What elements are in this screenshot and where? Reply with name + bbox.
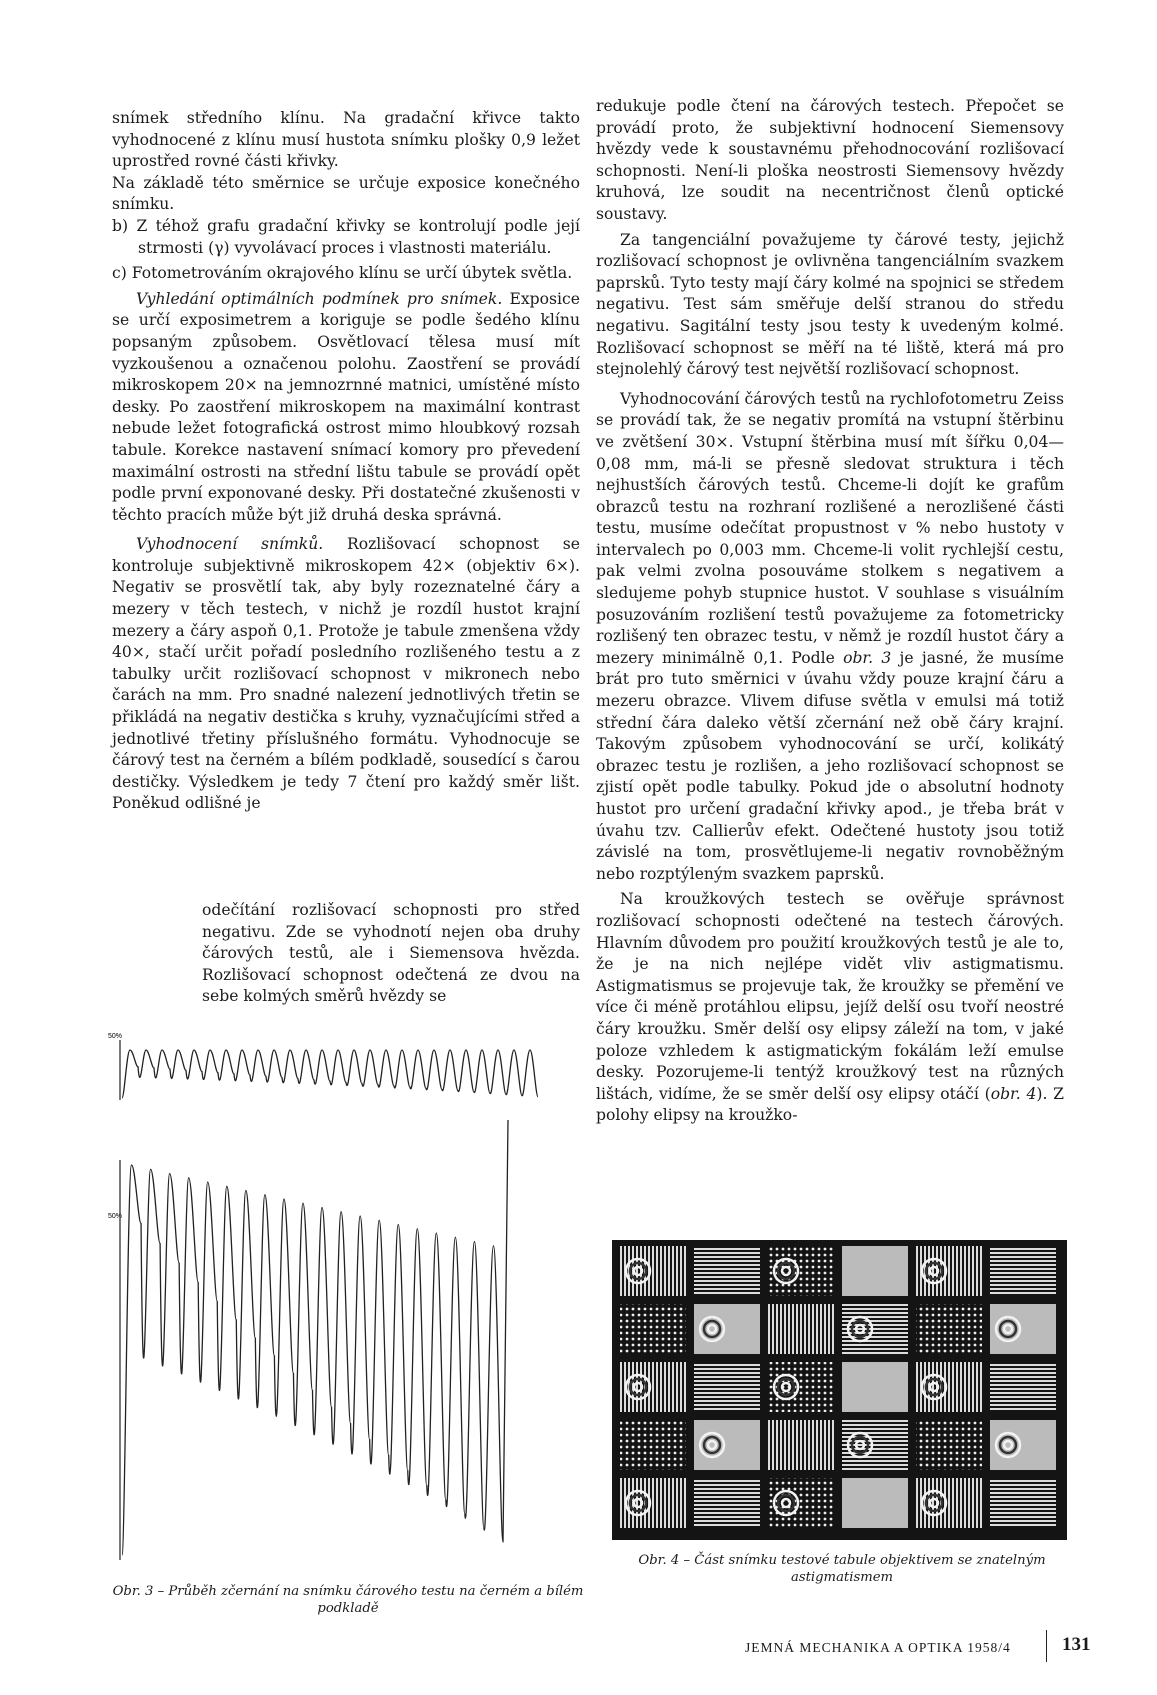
left-column — [112, 108, 580, 815]
test-tile — [620, 1420, 686, 1470]
trace-1-curve — [122, 1050, 538, 1098]
section-evaluation — [112, 534, 580, 815]
left-column-continuation — [202, 900, 580, 1008]
list-marker: b) — [112, 216, 129, 235]
list-marker: c) — [112, 264, 127, 283]
page-number: 131 — [1062, 1634, 1091, 1655]
left-paragraph-2: Na základě této směrnice se určuje exposice konečného snímku. — [112, 173, 580, 214]
test-tile — [694, 1478, 760, 1528]
right-paragraph-2: Za tangenciální považujeme ty čárové testy, jejichž rozlišovací schopnost je ovlivněna tangenciálním svazkem paprsků. Tyto testy mají čáry kolmé na spojnici se středem negativu. Test sám směřuje delší stranou do středu negativu. Sagitální testy jsou testy k uvedeným kolmé. Rozlišovací schopnost se měří na té liště, která má pro stejnolehlý čárový test největší rozlišovací schopnost. — [596, 230, 1064, 379]
trace-2-curve — [122, 1120, 508, 1555]
test-tile — [768, 1420, 834, 1470]
figure-reference: obr. 3 — [843, 648, 892, 667]
text-run: ). Z polohy elipsy na kroužko- — [596, 1084, 1064, 1125]
list-item-c — [112, 263, 580, 285]
left-paragraph-1: snímek středního klínu. Na gradační křivce takto vyhodnocené z klínu musí hustota snímku plošky 0,9 ležet uprostřed rovné části křivky. — [112, 109, 580, 171]
text-run: Vyhodnocování čárových testů na rychlofotometru Zeiss se provádí tak, že se negativ promítá na vstupní štěrbinu ve zvětšení 30×. Vstupní štěrbina musí mít šířku 0,04—0,08 mm, má-li se přesně sledovat struktura i těch nejhustších čárových testů. Chceme-li dojít ke grafům obrazců testu na rozhraní rozlišené a nerozlišené části testu, musíme odečítat propustnost v % nebo hustoty v intervalech po 0,003 mm. Chceme-li volit rychlejší cestu, pak velmi zvolna posouváme stolkem s negativem a sledujeme pohyb stupnice hustot. V souhlase s visuálním posuzováním rozlišení testů považujeme za fotometricky rozlišený ten obrazec testu, v němž je rozdíl hustot čáry a mezery minimálně 0,1. Podle — [596, 389, 1064, 667]
trace-2-label: 50% — [108, 1213, 123, 1220]
test-tile — [916, 1420, 982, 1470]
test-tile — [990, 1478, 1056, 1528]
footer-divider — [1046, 1630, 1047, 1662]
test-tile — [842, 1478, 908, 1528]
section-text: Exposice se určí exposimetrem a koriguje se podle šedého klínu popsaným způsobem. Osvětlovací tělesa musí mít vyzkoušenou a označenou polohu. Zaostření se provádí mikroskopem 20× na jemnozrnné matnici, umístěné místo desky. Po zaostření mikroskopem na maximální kontrast nebude ležet fotografická ostrost mimo hloubkový rozsah tabule. Korekce nastavení snímací komory pro převedení maximální ostrosti na střední lištu tabule se provádí opět podle první exponované desky. Při dostatečné zkušenosti v těchto pracích může být již druhá deska správná. — [112, 289, 580, 524]
figure-3-density-traces — [108, 1000, 568, 1590]
right-paragraph-4 — [596, 889, 1064, 1127]
test-tile — [842, 1246, 908, 1296]
figure-reference: obr. 4 — [990, 1084, 1037, 1103]
text-run: Na kroužkových testech se ověřuje správnost rozlišovací schopnosti odečtené na testech čárových. Hlavním důvodem pro použití kroužkových testů je ale to, že je na nich nejlépe vidět vliv astigmatismu. Astigmatismus se projevuje tak, že kroužky se přemění ve více či méně protáhlou elipsu, jejíž delší osu tvoří neostré čáry kroužku. Směr delší osy elipsy záleží na tom, v jaké poloze vzhledem k astigmatickým fokálám leží emulse desky. Pozorujeme-li tentýž kroužkový test na různých lištách, vidíme, že se směr delší osy elipsy otáčí ( — [596, 890, 1064, 1103]
section-title: Vyhledání optimálních podmínek pro snímek. — [136, 289, 503, 308]
section-evaluation-continued: odečítání rozlišovací schopnosti pro střed negativu. Zde se vyhodnotí nejen oba druhy čárových testů, ale i Siemensova hvězda. Rozlišovací schopnost odečtená ze dvou na sebe kolmých směrů hvězdy se — [202, 901, 580, 1006]
test-tile — [694, 1246, 760, 1296]
test-tile — [990, 1246, 1056, 1296]
section-text: Rozlišovací schopnost se kontroluje subjektivně mikroskopem 42× (objektiv 6×). Negativ se prosvětlí tak, aby byly rozeznatelné čáry a mezery v těch testech, v nichž je rozdíl hustot krajní mezery a čáry aspoň 0,1. Protože je tabule zmenšena vždy 40×, stačí určit pořadí posledního rozlišeného testu a z tabulky určit rozlišovací schopnost v mikronech nebo čarách na mm. Pro snadné nalezení jednotlivých třetin se přikládá na negativ destička s kruhy, vyznačujícími střed a jednotlivé třetiny příslušného formátu. Vyhodnocuje se čárový test na černém a bílém podkladě, sousedící s čarou destičky. Výsledkem je tedy 7 čtení pro každý směr lišt. Poněkud odlišné je — [112, 535, 580, 813]
test-tile — [620, 1304, 686, 1354]
section-title: Vyhodnocení snímků. — [136, 535, 324, 554]
right-paragraph-3 — [596, 389, 1064, 886]
journal-footer: JEMNÁ MECHANIKA A OPTIKA 1958/4 — [745, 1640, 1011, 1655]
test-tile — [842, 1362, 908, 1412]
text-run: je jasné, že musíme brát pro tuto směrnici v úvahu vždy pouze krajní čáru a mezeru obrazce. Vlivem difuse světla v emulsi má totiž střední čára daleko větší zčernání než obě čáry krajní. Takovým způsobem vyhodnocování se určí, kolikátý obrazec testu je rozlišen, a jeho rozlišovací schopnost se zjistí opět podle tabulky. Pokud jde o absolutní hodnoty hustot pro určení gradační křivky apod., je třeba brát v úvahu tzv. Callierův efekt. Odečtené hustoty jsou totiž závislé na tom, prosvětlujeme-li negativ rovnoběžným nebo rozptýleným svazkem paprsků. — [596, 648, 1064, 883]
test-tile — [990, 1362, 1056, 1412]
test-tile — [768, 1304, 834, 1354]
test-tile — [694, 1362, 760, 1412]
figure-4-test-chart-photo — [612, 1240, 1067, 1540]
test-tile — [916, 1304, 982, 1354]
figure-3-caption: Obr. 3 – Průběh zčernání na snímku čárového testu na černém a bílém podkladě — [112, 1584, 584, 1616]
section-optimal-conditions — [112, 289, 580, 527]
right-column — [596, 96, 1064, 1127]
right-paragraph-1: redukuje podle čtení na čárových testech. Přepočet se provádí proto, že subjektivní hodnocení Siemensovy hvězdy vede k soustavnému přehodnocování rozlišovací schopnosti. Není-li ploška neostrosti Siemensovy hvězdy kruhová, lze soudit na necentričnost členů optické soustavy. — [596, 97, 1064, 223]
trace-1-label: 50% — [108, 1033, 123, 1040]
figure-4-caption: Obr. 4 – Část snímku testové tabule objektivem se znatelným astigmatismem — [638, 1553, 1046, 1585]
list-item-b — [112, 216, 580, 259]
list-text: Z téhož grafu gradační křivky se kontrolují podle její strmosti (γ) vyvolávací proces i vlastnosti materiálu. — [136, 216, 580, 257]
list-text: Fotometrováním okrajového klínu se určí úbytek světla. — [131, 264, 573, 283]
